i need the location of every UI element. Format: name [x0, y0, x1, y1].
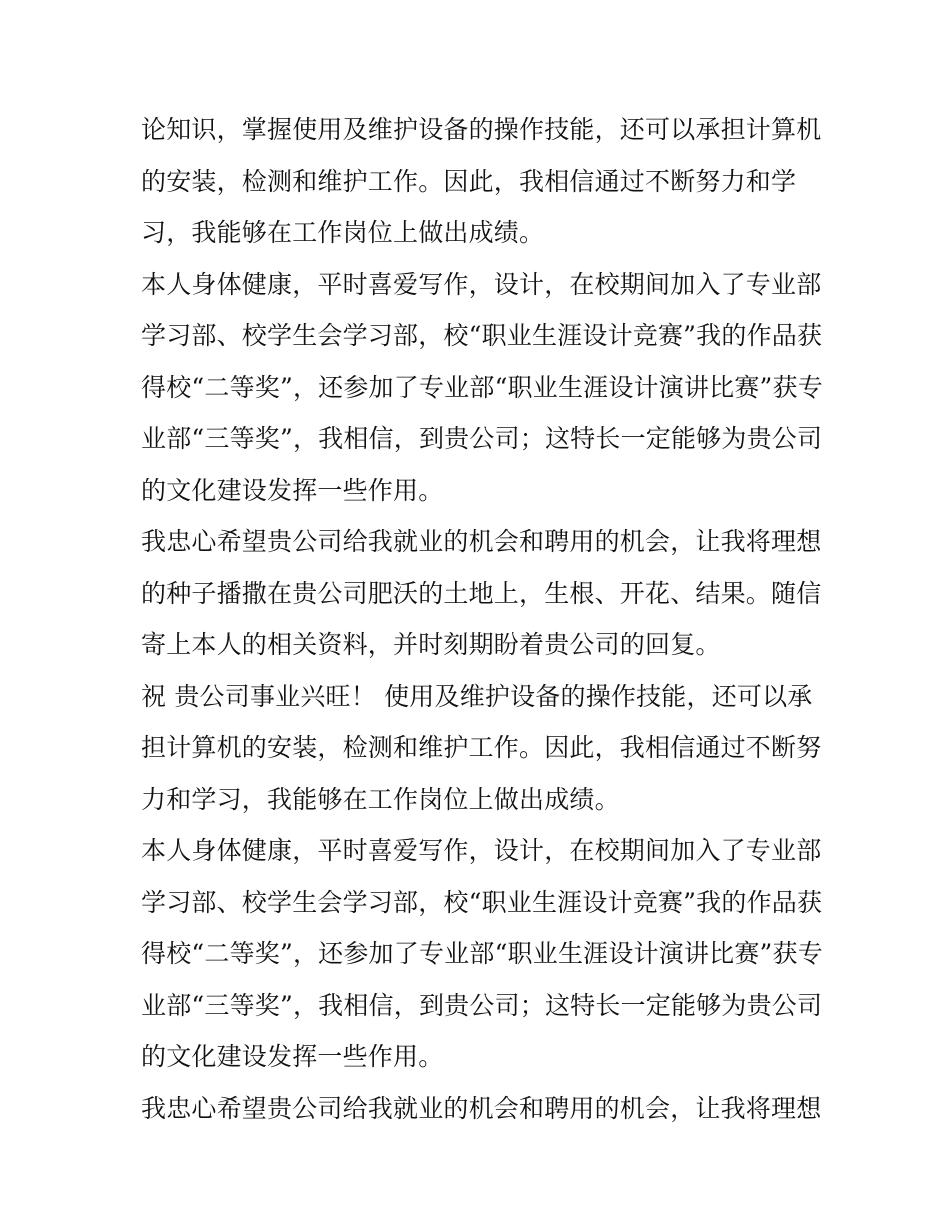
text-line: 业部“三等奖”，我相信，到贵公司；这特长一定能够为贵公司 — [141, 990, 823, 1020]
text-line: 的安装，检测和维护工作。因此，我相信通过不断努力和学 — [141, 166, 797, 196]
text-line: 业部“三等奖”，我相信，到贵公司；这特长一定能够为贵公司 — [141, 424, 823, 453]
text-line: 学习部、校学生会学习部，校“职业生涯设计竞赛”我的作品获 — [141, 321, 823, 350]
text-line: 习，我能够在工作岗位上做出成绩。 — [141, 218, 545, 247]
text-line: 论知识，掌握使用及维护设备的操作技能，还可以承担计算机 — [141, 115, 822, 144]
text-line: 我忠心希望贵公司给我就业的机会和聘用的机会，让我将理想 — [141, 1093, 822, 1123]
text-line: 的种子播撒在贵公司肥沃的土地上，生根、开花、结果。随信 — [141, 578, 822, 608]
text-line: 得校“二等奖”，还参加了专业部“职业生涯设计演讲比赛”获专 — [141, 372, 823, 402]
text-line: 得校“二等奖”，还参加了专业部“职业生涯设计演讲比赛”获专 — [141, 939, 823, 968]
text-line: 力和学习，我能够在工作岗位上做出成绩。 — [141, 784, 620, 814]
text-line: 担计算机的安装，检测和维护工作。因此，我相信通过不断努 — [141, 733, 822, 762]
text-line: 学习部、校学生会学习部，校“职业生涯设计竞赛”我的作品获 — [141, 887, 823, 917]
text-line: 本人身体健康，平时喜爱写作，设计，在校期间加入了专业部 — [141, 269, 822, 299]
text-line: 的文化建设发挥一些作用。 — [141, 475, 444, 505]
text-line: 祝 贵公司事业兴旺！ 使用及维护设备的操作技能，还可以承 — [141, 681, 813, 711]
text-line: 的文化建设发挥一些作用。 — [141, 1042, 444, 1071]
text-line: 寄上本人的相关资料，并时刻期盼着贵公司的回复。 — [141, 630, 721, 659]
text-line: 我忠心希望贵公司给我就业的机会和聘用的机会，让我将理想 — [141, 527, 822, 556]
body-text — [141, 104, 821, 1134]
text-line: 本人身体健康，平时喜爱写作，设计，在校期间加入了专业部 — [141, 836, 822, 865]
